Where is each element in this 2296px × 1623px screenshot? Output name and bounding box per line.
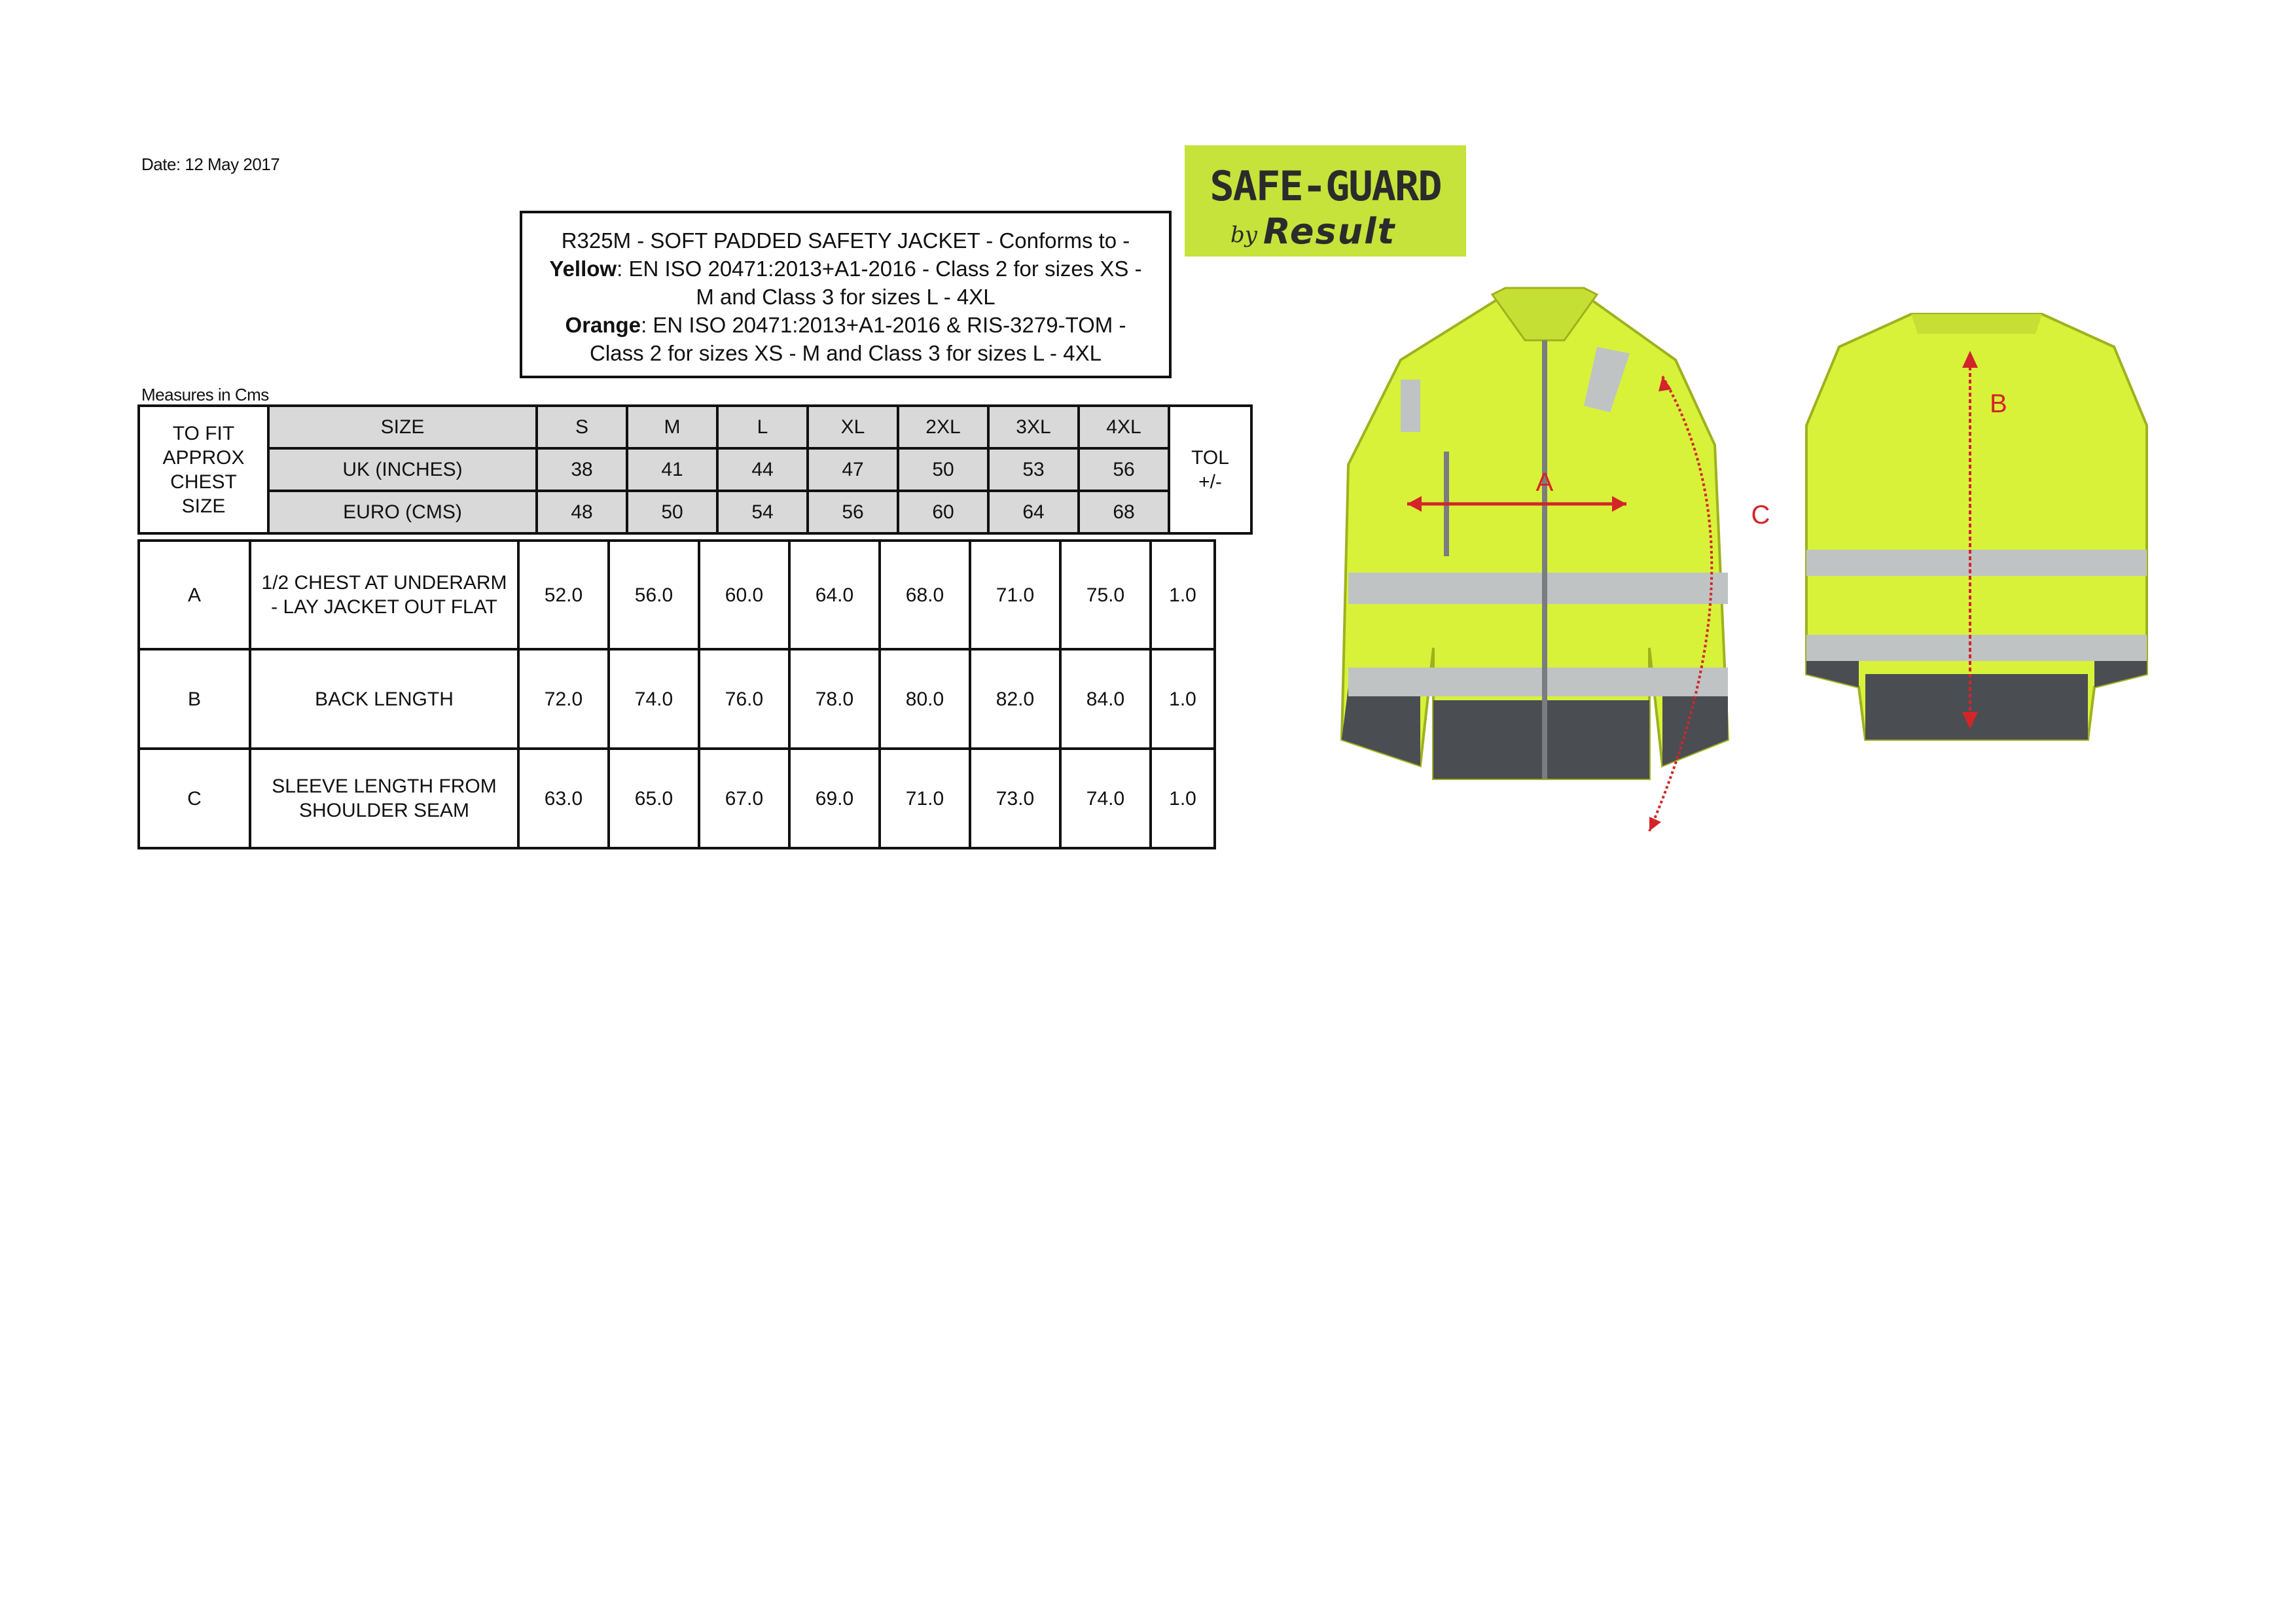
tol-label: TOL +/-: [1169, 406, 1251, 533]
euro-cell: 48: [537, 491, 627, 533]
size-cell: L: [717, 406, 808, 448]
euro-cell: 56: [808, 491, 898, 533]
tol-cell: 1.0: [1151, 649, 1215, 749]
euro-cell: 68: [1079, 491, 1169, 533]
safe-guard-logo: [1185, 145, 1466, 257]
value-cell: 80.0: [880, 649, 970, 749]
size-cell: S: [537, 406, 627, 448]
date-line: Date: 12 May 2017: [141, 154, 280, 174]
measures-note: Measures in Cms: [141, 385, 269, 404]
value-cell: 72.0: [518, 649, 609, 749]
uk-label: UK (INCHES): [268, 448, 537, 491]
size-cell: M: [627, 406, 717, 448]
label-c: C: [1751, 501, 1770, 529]
euro-row: [139, 491, 1251, 533]
value-cell: 75.0: [1060, 541, 1151, 649]
value-cell: 78.0: [789, 649, 880, 749]
title-line-5: Class 2 for sizes XS - M and Class 3 for sizes L - 4XL: [590, 341, 1102, 365]
uk-cell: 44: [717, 448, 808, 491]
row-key: B: [139, 649, 250, 749]
label-a: A: [1535, 468, 1554, 497]
svg-text:SAFE-GUARD: SAFE-GUARD: [1210, 162, 1441, 210]
value-cell: 76.0: [699, 649, 789, 749]
orange-standard: : EN ISO 20471:2013+A1-2016 & RIS-3279-TOM -: [641, 313, 1126, 337]
label-b: B: [1990, 389, 2007, 418]
row-key: A: [139, 541, 250, 649]
size-cell: XL: [808, 406, 898, 448]
title-line-1: R325M - SOFT PADDED SAFETY JACKET - Conforms to -: [561, 228, 1130, 253]
uk-cell: 47: [808, 448, 898, 491]
value-cell: 63.0: [518, 749, 609, 848]
uk-cell: 38: [537, 448, 627, 491]
tol-cell: 1.0: [1151, 541, 1215, 649]
value-cell: 52.0: [518, 541, 609, 649]
jacket-front-illustration: [1309, 281, 1780, 844]
uk-row: [139, 448, 1251, 491]
value-cell: 71.0: [970, 541, 1060, 649]
row-label: SLEEVE LENGTH FROM SHOULDER SEAM: [250, 749, 518, 848]
euro-label: EURO (CMS): [268, 491, 537, 533]
title-line-2: [522, 255, 1169, 283]
table-row: [139, 649, 1215, 749]
value-cell: 65.0: [609, 749, 699, 848]
euro-cell: 60: [898, 491, 988, 533]
value-cell: 73.0: [970, 749, 1060, 848]
size-row: [139, 406, 1251, 448]
measurement-table: [137, 539, 1216, 849]
fit-label: TO FIT APPROX CHEST SIZE: [139, 406, 268, 533]
euro-cell: 54: [717, 491, 808, 533]
size-label: SIZE: [268, 406, 537, 448]
value-cell: 68.0: [880, 541, 970, 649]
value-cell: 67.0: [699, 749, 789, 848]
size-header-table: [137, 404, 1253, 535]
product-title-box: [520, 211, 1172, 378]
size-cell: 3XL: [988, 406, 1079, 448]
size-cell: 2XL: [898, 406, 988, 448]
uk-cell: 56: [1079, 448, 1169, 491]
size-cell: 4XL: [1079, 406, 1169, 448]
value-cell: 69.0: [789, 749, 880, 848]
table-row: [139, 749, 1215, 848]
euro-cell: 64: [988, 491, 1079, 533]
value-cell: 74.0: [609, 649, 699, 749]
row-label: 1/2 CHEST AT UNDERARM - LAY JACKET OUT FLAT: [250, 541, 518, 649]
uk-cell: 53: [988, 448, 1079, 491]
uk-cell: 50: [898, 448, 988, 491]
row-key: C: [139, 749, 250, 848]
value-cell: 84.0: [1060, 649, 1151, 749]
value-cell: 56.0: [609, 541, 699, 649]
value-cell: 74.0: [1060, 749, 1151, 848]
uk-cell: 41: [627, 448, 717, 491]
title-line-4: [522, 311, 1169, 339]
euro-cell: 50: [627, 491, 717, 533]
value-cell: 60.0: [699, 541, 789, 649]
table-row: [139, 541, 1215, 649]
row-label: BACK LENGTH: [250, 649, 518, 749]
jacket-back-illustration: [1780, 308, 2173, 766]
value-cell: 71.0: [880, 749, 970, 848]
svg-text:by: by: [1230, 222, 1257, 248]
yellow-standard: : EN ISO 20471:2013+A1-2016 - Class 2 for sizes XS -: [617, 257, 1142, 281]
svg-text:Result: Result: [1263, 211, 1396, 252]
tol-cell: 1.0: [1151, 749, 1215, 848]
yellow-label: Yellow: [549, 257, 617, 281]
value-cell: 64.0: [789, 541, 880, 649]
orange-label: Orange: [565, 313, 641, 337]
title-line-3: M and Class 3 for sizes L - 4XL: [696, 285, 996, 309]
value-cell: 82.0: [970, 649, 1060, 749]
